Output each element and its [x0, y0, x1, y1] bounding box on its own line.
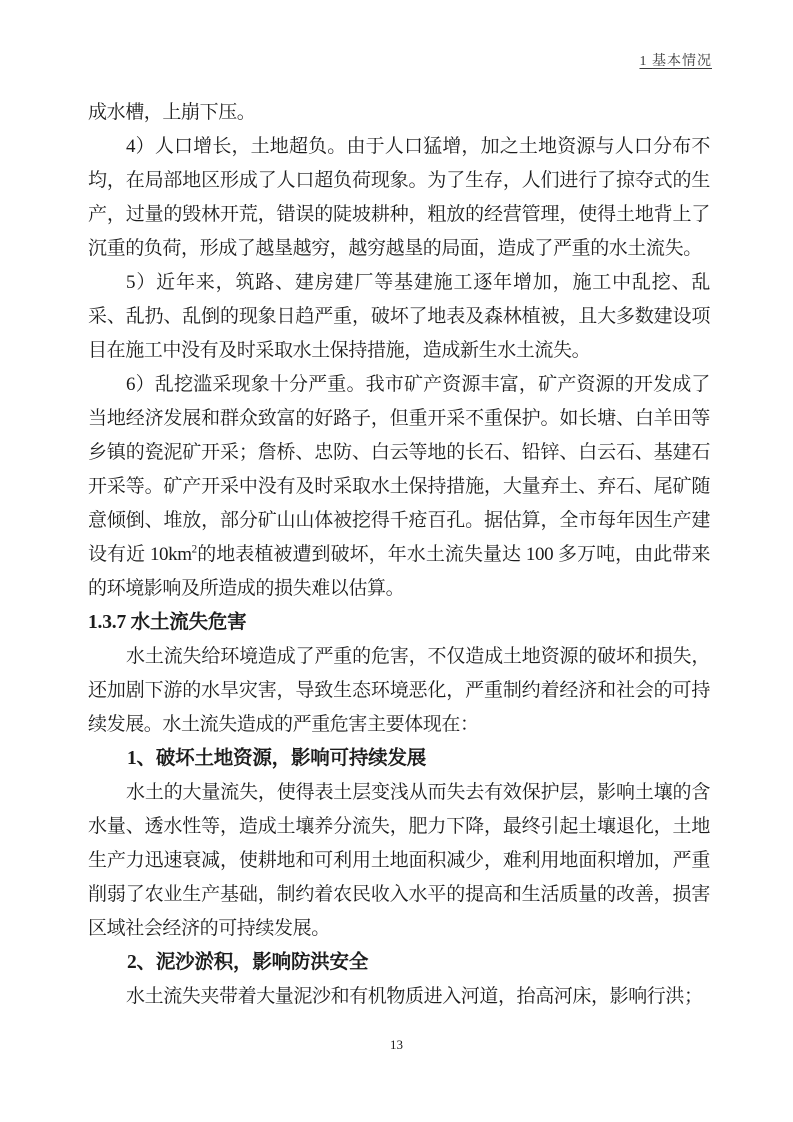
section-heading-1-3-7: 1.3.7 水土流失危害 — [88, 612, 247, 633]
header-section-title: 1 基本情况 — [639, 54, 712, 69]
page-header — [88, 52, 712, 72]
paragraph-cause-5-construction: 5）近年来，筑路、建房建厂等基建施工逐年增加，施工中乱挖、乱采、乱扔、乱倒的现象日趋严重，破坏了地表及森林植被，且大多数建设项目在施工中没有及时采取水土保持措施，造成新生水土流失。 — [88, 272, 710, 361]
paragraph-land-damage-body: 水土的大量流失，使得表土层变浅从而失去有效保护层，影响土壤的含水量、透水性等，造成土壤养分流失，肥力下降，最终引起土壤退化，土地生产力迅速衰减，使耕地和可利用土地面积减少，难利用地面积增加，严重削弱了农业生产基础，制约着农民收入水平的提高和生活质量的改善，损害区域社会经济的可持续发展。 — [88, 782, 710, 939]
paragraph-hazard-intro: 水土流失给环境造成了严重的危害，不仅造成土地资源的破坏和损失，还加剧下游的水旱灾害，导致生态环境恶化，严重制约着经济和社会的可持续发展。水土流失造成的严重危害主要体现在： — [88, 646, 710, 735]
subheading-1-land-resources: 1、破坏土地资源，影响可持续发展 — [127, 748, 427, 769]
cause-6-text-post: 的地表植被遭到破坏，年水土流失量达 100 多万吨，由此带来的环境影响及所造成的损失难以估算。 — [88, 544, 710, 599]
page-number: 13 — [390, 1037, 403, 1052]
paragraph-sediment-body: 水土流失夹带着大量泥沙和有机物质进入河道，抬高河床，影响行洪； — [126, 986, 703, 1007]
cause-6-text-pre: 6）乱挖滥采现象十分严重。我市矿产资源丰富，矿产资源的开发成了当地经济发展和群众致富的好路子，但重开采不重保护。如长塘、白羊田等乡镇的瓷泥矿开采；詹桥、忠防、白云等地的长石、铅锌、白云石、基建石开采等。矿产开采中没有及时采取水土保持措施，大量弃土、弃石、尾矿随意倾倒、堆放，部分矿山山体被挖得千疮百孔。据估算，全市每年因生产建设有近 10km — [88, 374, 710, 565]
document-body — [88, 96, 710, 1014]
subheading-2-sediment-flood: 2、泥沙淤积，影响防洪安全 — [127, 952, 369, 973]
page-footer — [0, 1036, 793, 1054]
paragraph-continuation: 成水槽，上崩下压。 — [88, 102, 256, 123]
paragraph-cause-4-population: 4）人口增长，土地超负。由于人口猛增，加之土地资源与人口分布不均，在局部地区形成了人口超负荷现象。为了生存，人们进行了掠夺式的生产，过量的毁林开荒，错误的陡坡耕种，粗放的经营管理，使得土地背上了沉重的负荷，形成了越垦越穷，越穷越垦的局面，造成了严重的水土流失。 — [88, 136, 710, 259]
paragraph-cause-6-mining — [88, 368, 710, 606]
square-kilometer-superscript: 2 — [191, 543, 197, 556]
